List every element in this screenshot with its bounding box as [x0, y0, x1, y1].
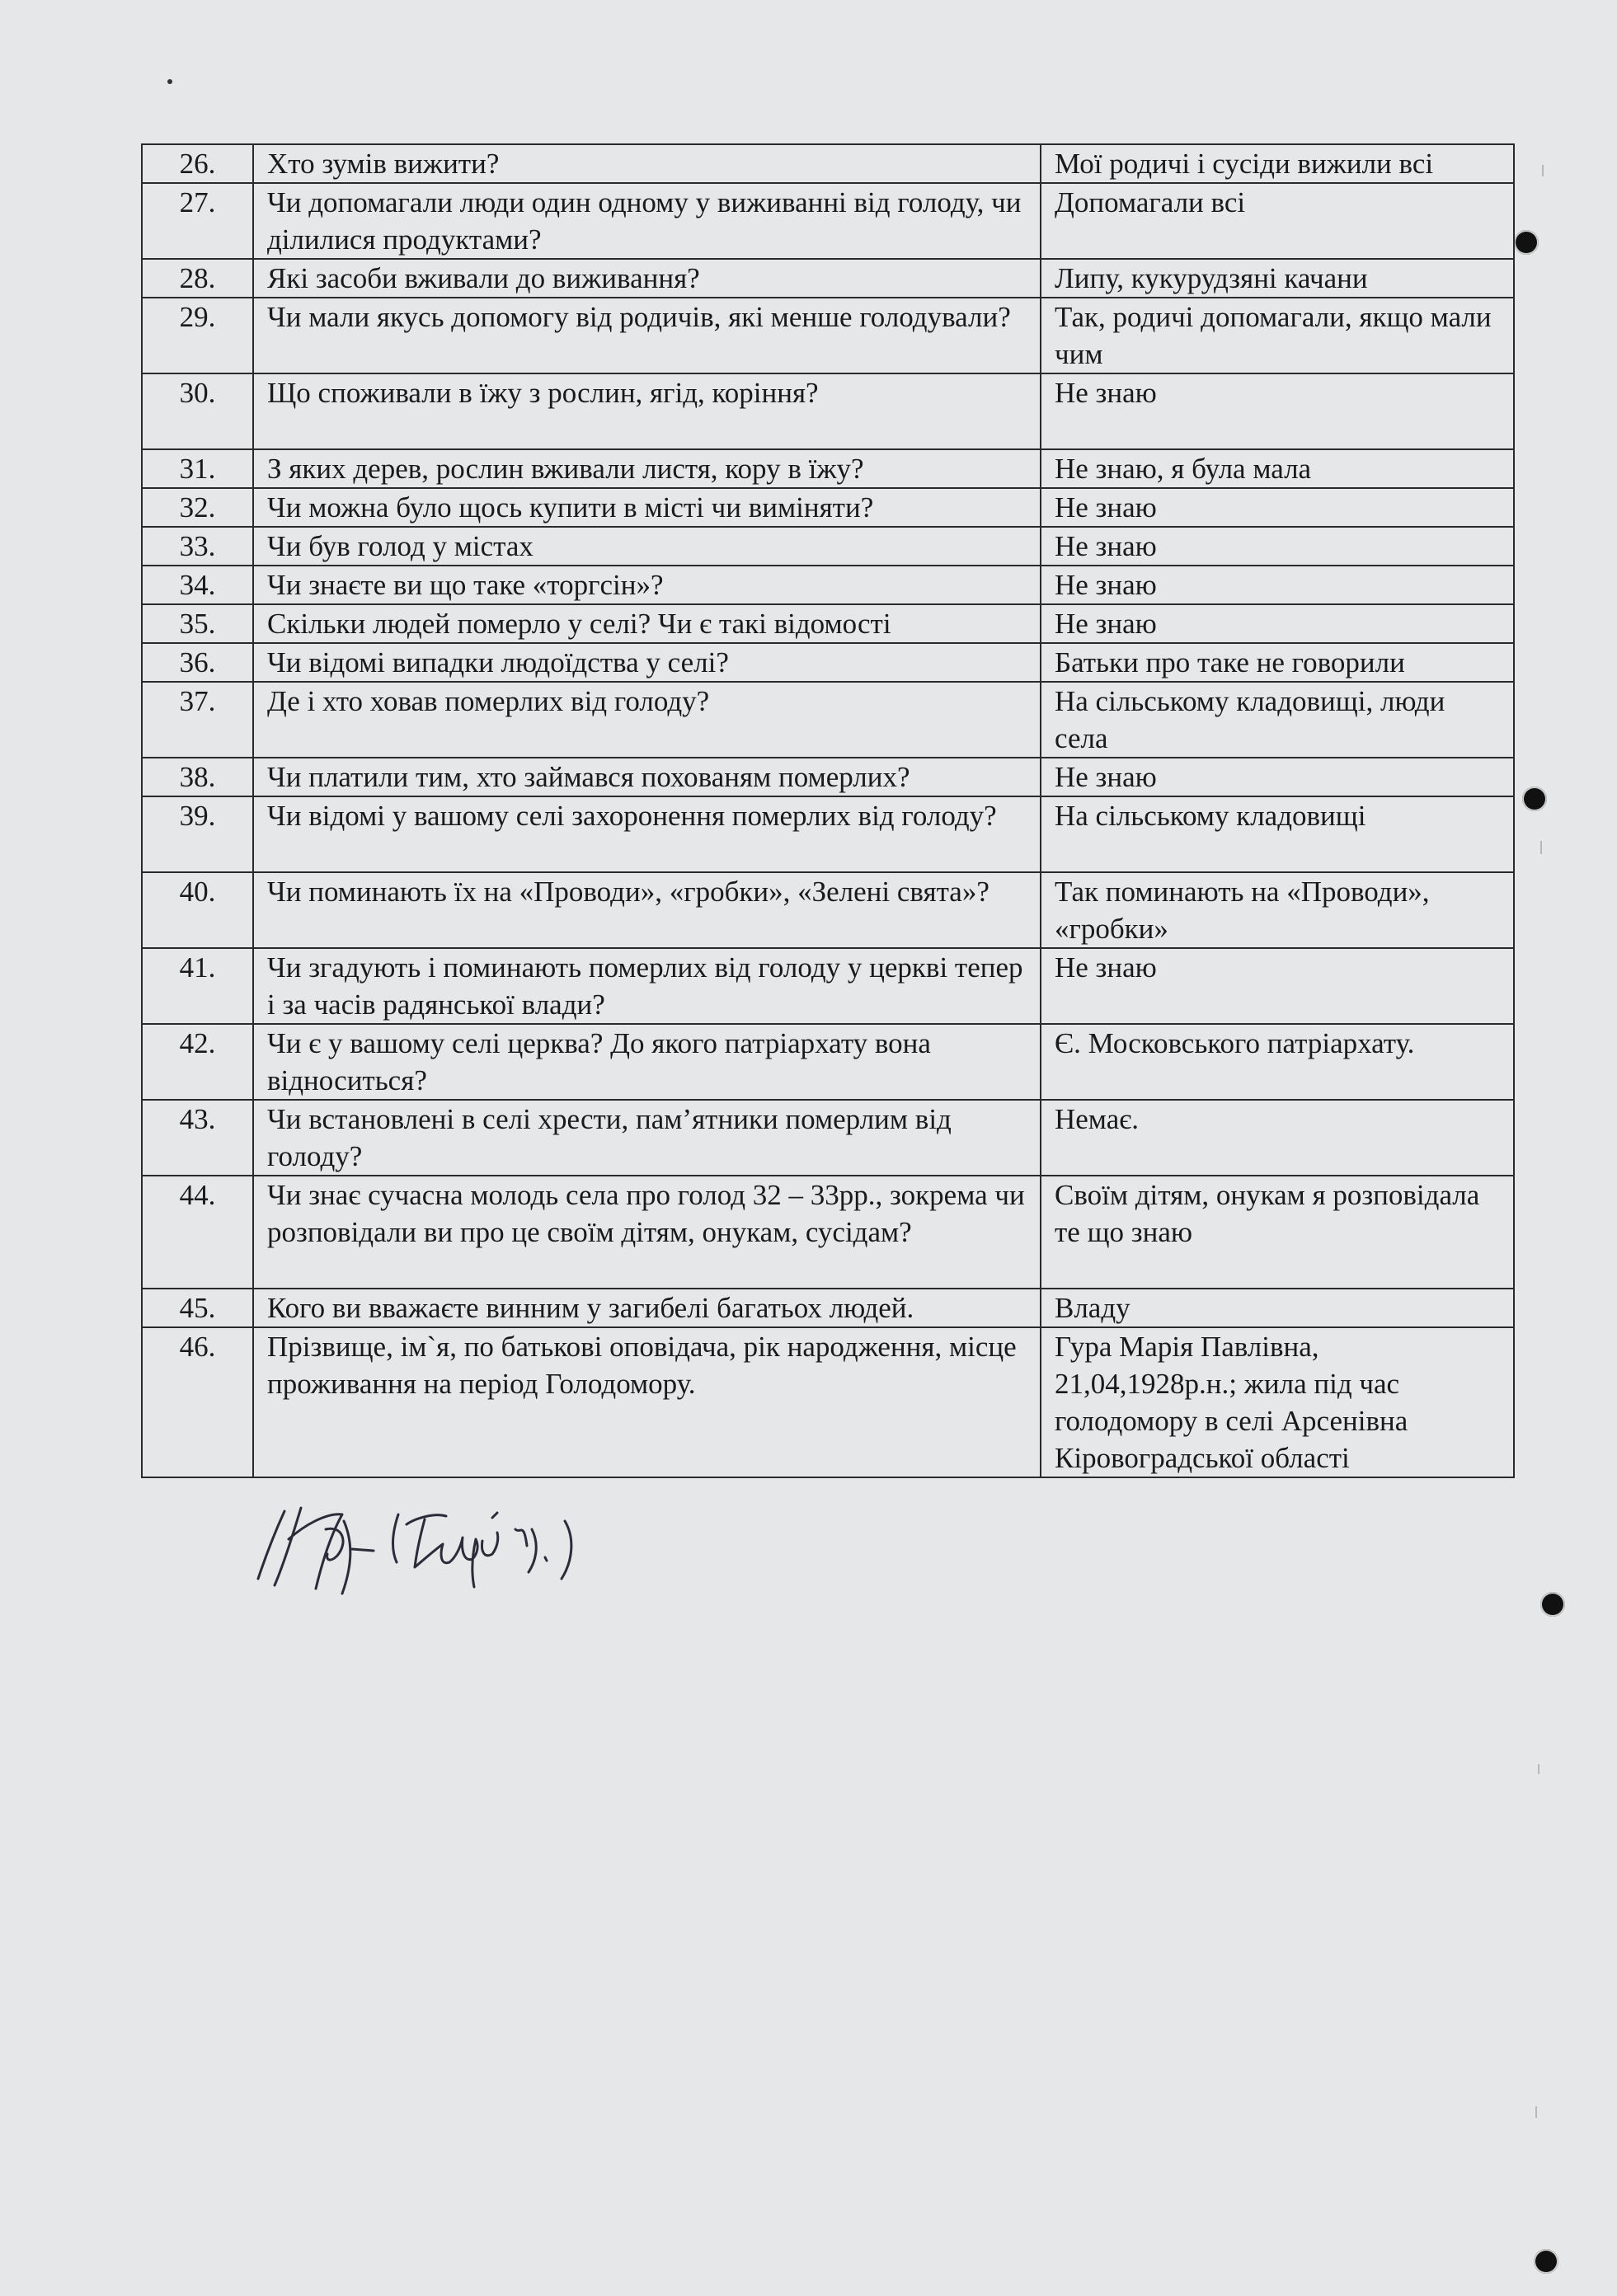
answer-cell: Немає.	[1041, 1100, 1514, 1176]
row-number: 37.	[142, 682, 253, 758]
ink-dot	[167, 79, 172, 84]
table-row	[142, 948, 1514, 1024]
table-row	[142, 1327, 1514, 1477]
table-row	[142, 144, 1514, 183]
table-row	[142, 1100, 1514, 1176]
row-number: 45.	[142, 1289, 253, 1327]
answer-cell: Не знаю	[1041, 566, 1514, 604]
answer-cell: Не знаю	[1041, 948, 1514, 1024]
question-cell: Чи відомі випадки людоїдства у селі?	[253, 643, 1041, 682]
question-cell: Чи платили тим, хто займався похованям померлих?	[253, 758, 1041, 796]
question-cell: Де і хто ховав померлих від голоду?	[253, 682, 1041, 758]
question-cell: Чи допомагали люди один одному у виживанні від голоду, чи ділилися продуктами?	[253, 183, 1041, 259]
table-row	[142, 298, 1514, 373]
row-number: 29.	[142, 298, 253, 373]
answer-cell: Не знаю	[1041, 758, 1514, 796]
answer-cell: Своїм дітям, онукам я розповідала те що знаю	[1041, 1176, 1514, 1289]
table-row	[142, 1176, 1514, 1289]
table-row	[142, 259, 1514, 298]
row-number: 34.	[142, 566, 253, 604]
question-cell: Хто зумів вижити?	[253, 144, 1041, 183]
question-cell: Чи можна було щось купити в місті чи виміняти?	[253, 488, 1041, 527]
row-number: 32.	[142, 488, 253, 527]
row-number: 30.	[142, 373, 253, 449]
table-row	[142, 682, 1514, 758]
table-row	[142, 1289, 1514, 1327]
table-row	[142, 373, 1514, 449]
question-cell: Чи відомі у вашому селі захоронення померлих від голоду?	[253, 796, 1041, 872]
questionnaire-table	[141, 143, 1515, 1478]
signature-stroke	[258, 1508, 374, 1594]
punch-hole-icon	[1514, 230, 1539, 255]
question-cell: Чи був голод у містах	[253, 527, 1041, 566]
row-number: 28.	[142, 259, 253, 298]
question-cell: Чи встановлені в селі хрести, пам’ятники померлим від голоду?	[253, 1100, 1041, 1176]
table-row	[142, 527, 1514, 566]
margin-mark	[1542, 165, 1544, 176]
table-row	[142, 183, 1514, 259]
answer-cell: Не знаю	[1041, 527, 1514, 566]
signature-stroke	[393, 1513, 571, 1587]
row-number: 31.	[142, 449, 253, 488]
answer-cell: Батьки про таке не говорили	[1041, 643, 1514, 682]
table-row	[142, 566, 1514, 604]
answer-cell: Не знаю	[1041, 604, 1514, 643]
answer-cell: Так, родичі допомагали, якщо мали чим	[1041, 298, 1514, 373]
table-row	[142, 449, 1514, 488]
margin-mark	[1538, 1764, 1539, 1774]
question-cell: Чи згадують і поминають померлих від голоду у церкві тепер і за часів радянської влади?	[253, 948, 1041, 1024]
margin-mark	[1535, 2106, 1537, 2118]
row-number: 42.	[142, 1024, 253, 1100]
answer-cell: Не знаю, я була мала	[1041, 449, 1514, 488]
question-cell: Прізвище, ім`я, по батькові оповідача, рік народження, місце проживання на період Голодомору.	[253, 1327, 1041, 1477]
row-number: 27.	[142, 183, 253, 259]
question-cell: Чи знає сучасна молодь села про голод 32 – 33рр., зокрема чи розповідали ви про це своїм дітям, онукам, сусідам?	[253, 1176, 1041, 1289]
question-cell: Чи знаєте ви що таке «торгсін»?	[253, 566, 1041, 604]
row-number: 38.	[142, 758, 253, 796]
answer-cell: Гура Марія Павлівна, 21,04,1928р.н.; жила під час голодомору в селі Арсенівна Кіровоградської області	[1041, 1327, 1514, 1477]
punch-hole-icon	[1522, 786, 1547, 811]
row-number: 46.	[142, 1327, 253, 1477]
answer-cell: Допомагали всі	[1041, 183, 1514, 259]
question-cell: Кого ви вважаєте винним у загибелі багатьох людей.	[253, 1289, 1041, 1327]
row-number: 44.	[142, 1176, 253, 1289]
punch-hole-icon	[1534, 2249, 1558, 2274]
margin-mark	[1540, 841, 1542, 854]
punch-hole-icon	[1540, 1592, 1565, 1617]
answer-cell: Владу	[1041, 1289, 1514, 1327]
table-row	[142, 643, 1514, 682]
answer-cell: Липу, кукурудзяні качани	[1041, 259, 1514, 298]
row-number: 39.	[142, 796, 253, 872]
row-number: 35.	[142, 604, 253, 643]
answer-cell: Є. Московського патріархату.	[1041, 1024, 1514, 1100]
answer-cell: Не знаю	[1041, 488, 1514, 527]
answer-cell: На сільському кладовищі, люди села	[1041, 682, 1514, 758]
row-number: 33.	[142, 527, 253, 566]
handwritten-signature-icon	[251, 1496, 598, 1603]
table-row	[142, 872, 1514, 948]
table-row	[142, 1024, 1514, 1100]
question-cell: Чи мали якусь допомогу від родичів, які менше голодували?	[253, 298, 1041, 373]
answer-cell: Не знаю	[1041, 373, 1514, 449]
question-cell: Що споживали в їжу з рослин, ягід, коріння?	[253, 373, 1041, 449]
answer-cell: Так поминають на «Проводи», «гробки»	[1041, 872, 1514, 948]
table-row	[142, 488, 1514, 527]
row-number: 40.	[142, 872, 253, 948]
row-number: 43.	[142, 1100, 253, 1176]
question-cell: Чи є у вашому селі церква? До якого патріархату вона відноситься?	[253, 1024, 1041, 1100]
question-cell: З яких дерев, рослин вживали листя, кору в їжу?	[253, 449, 1041, 488]
row-number: 36.	[142, 643, 253, 682]
answer-cell: На сільському кладовищі	[1041, 796, 1514, 872]
answer-cell: Мої родичі і сусіди вижили всі	[1041, 144, 1514, 183]
table-row	[142, 796, 1514, 872]
table-row	[142, 604, 1514, 643]
row-number: 41.	[142, 948, 253, 1024]
row-number: 26.	[142, 144, 253, 183]
table-row	[142, 758, 1514, 796]
question-cell: Які засоби вживали до виживання?	[253, 259, 1041, 298]
question-cell: Скільки людей померло у селі? Чи є такі відомості	[253, 604, 1041, 643]
question-cell: Чи поминають їх на «Проводи», «гробки», «Зелені свята»?	[253, 872, 1041, 948]
